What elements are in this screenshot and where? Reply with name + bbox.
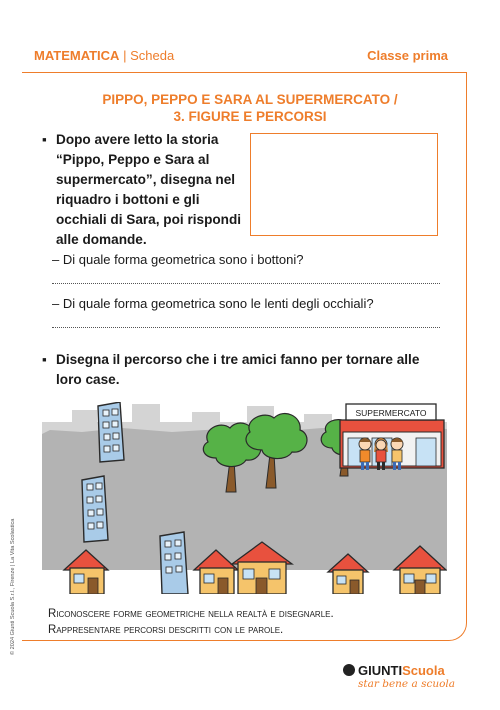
town-map-illustration[interactable]: [42, 402, 447, 594]
giunti-logo-icon: [343, 664, 355, 676]
subject-header: [34, 48, 174, 63]
answer-line-buttons[interactable]: [52, 283, 440, 284]
logo-brand: GIUNTI: [358, 663, 403, 678]
sheet-type-label: Scheda: [130, 48, 175, 63]
header-separator: |: [123, 48, 127, 63]
path-instruction-text: Disegna il percorso che i tre amici fanno per tornare alle loro case.: [56, 352, 420, 387]
path-instruction: [42, 350, 447, 390]
answer-line-glasses[interactable]: [52, 327, 440, 328]
question-buttons-shape: – Di quale forma geometrica sono i bottoni?: [52, 252, 304, 267]
intro-instruction: [42, 130, 242, 250]
copyright-notice: © 2024 Giunti Scuola S.r.l., Firenze | La Vita Scolastica: [10, 518, 16, 655]
logo-tagline: star bene a scuola: [358, 678, 456, 690]
bullet-marker: ▪: [42, 352, 47, 367]
worksheet-title-line1: PIPPO, PEPPO E SARA AL SUPERMERCATO /: [102, 92, 398, 107]
apartment-building: [98, 402, 124, 462]
logo-brand-suffix: Scuola: [402, 663, 445, 678]
apartment-building: [160, 532, 188, 594]
question-glasses-shape: – Di quale forma geometrica sono le lenti degli occhiali?: [52, 296, 374, 311]
objective-line-2: Rappresentare percorsi descritti con le parole.: [48, 624, 284, 636]
subject-label: MATEMATICA: [34, 48, 120, 63]
publisher-logo: [343, 663, 445, 678]
class-label: Classe prima: [367, 48, 448, 63]
worksheet-title-line2: 3. FIGURE E PERCORSI: [173, 109, 327, 124]
drawing-box[interactable]: [250, 133, 438, 236]
intro-text: Dopo avere letto la storia “Pippo, Peppo e Sara al supermercato”, disegna nel riquadro i bottoni e gli occhiali di Sara, poi rispondi alle domande.: [56, 132, 242, 247]
bullet-marker: ▪: [42, 132, 47, 147]
supermarket-sign: SUPERMERCATO: [355, 408, 427, 418]
objective-line-1: Riconoscere forme geometriche nella realtà e disegnarle.: [48, 608, 334, 620]
apartment-building: [82, 476, 108, 542]
